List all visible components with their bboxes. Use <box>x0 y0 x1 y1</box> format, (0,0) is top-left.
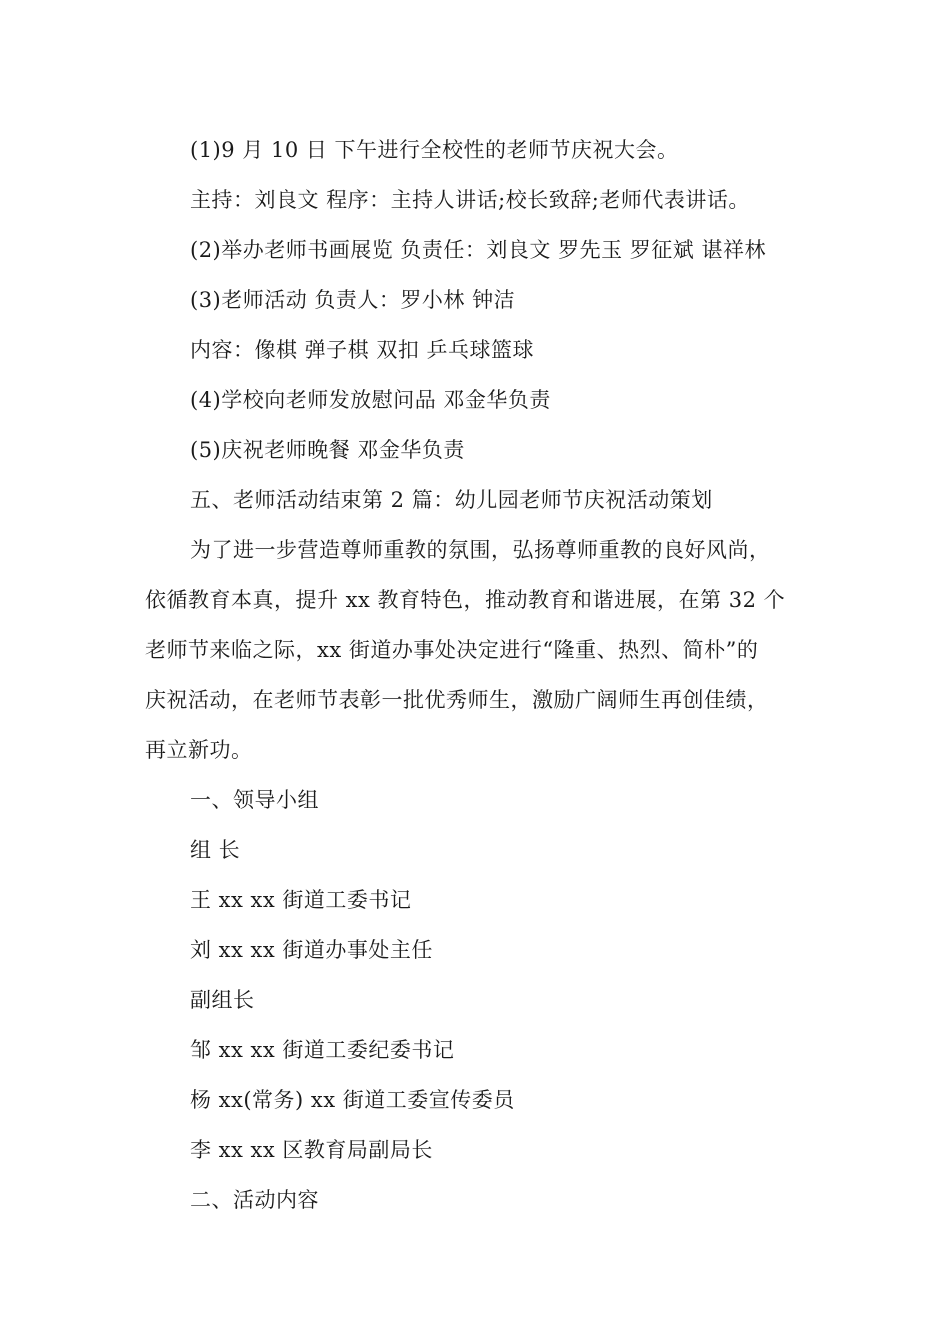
text-line: 杨 xx(常务) xx 街道工委宣传委员 <box>190 1088 515 1112</box>
paragraph-line: 庆祝活动，在老师节表彰一批优秀师生，激励广阔师生再创佳绩， <box>145 688 769 712</box>
text-line: 李 xx xx 区教育局副局长 <box>190 1138 433 1162</box>
paragraph-line: 为了进一步营造尊师重教的氛围，弘扬尊师重教的良好风尚， <box>190 538 771 562</box>
text-line: 刘 xx xx 街道办事处主任 <box>190 938 433 962</box>
paragraph-line: 老师节来临之际，xx 街道办事处决定进行“隆重、热烈、简朴”的 <box>145 638 759 662</box>
text-line: (2)举办老师书画展览 负责任：刘良文 罗先玉 罗征斌 谌祥林 <box>190 238 766 262</box>
text-line: 邹 xx xx 街道工委纪委书记 <box>190 1038 455 1062</box>
paragraph-line: 依循教育本真，提升 xx 教育特色，推动教育和谐进展，在第 32 个 <box>145 588 786 612</box>
text-line: 内容：像棋 弹子棋 双扣 乒乓球篮球 <box>190 338 535 362</box>
text-line: (1)9 月 10 日 下午进行全校性的老师节庆祝大会。 <box>190 138 679 162</box>
section-heading: 二、活动内容 <box>190 1188 319 1212</box>
text-line: (5)庆祝老师晚餐 邓金华负责 <box>190 438 465 462</box>
section-heading: 一、领导小组 <box>190 788 319 812</box>
text-line: (4)学校向老师发放慰问品 邓金华负责 <box>190 388 551 412</box>
text-line: 王 xx xx 街道工委书记 <box>190 888 412 912</box>
paragraph-line: 再立新功。 <box>145 738 253 762</box>
text-line: 主持：刘良文 程序：主持人讲话;校长致辞;老师代表讲话。 <box>190 188 750 212</box>
text-line: (3)老师活动 负责人：罗小林 钟洁 <box>190 288 516 312</box>
text-line: 副组长 <box>190 988 255 1012</box>
text-line: 组 长 <box>190 838 241 862</box>
section-heading: 五、老师活动结束第 2 篇：幼儿园老师节庆祝活动策划 <box>190 488 713 512</box>
